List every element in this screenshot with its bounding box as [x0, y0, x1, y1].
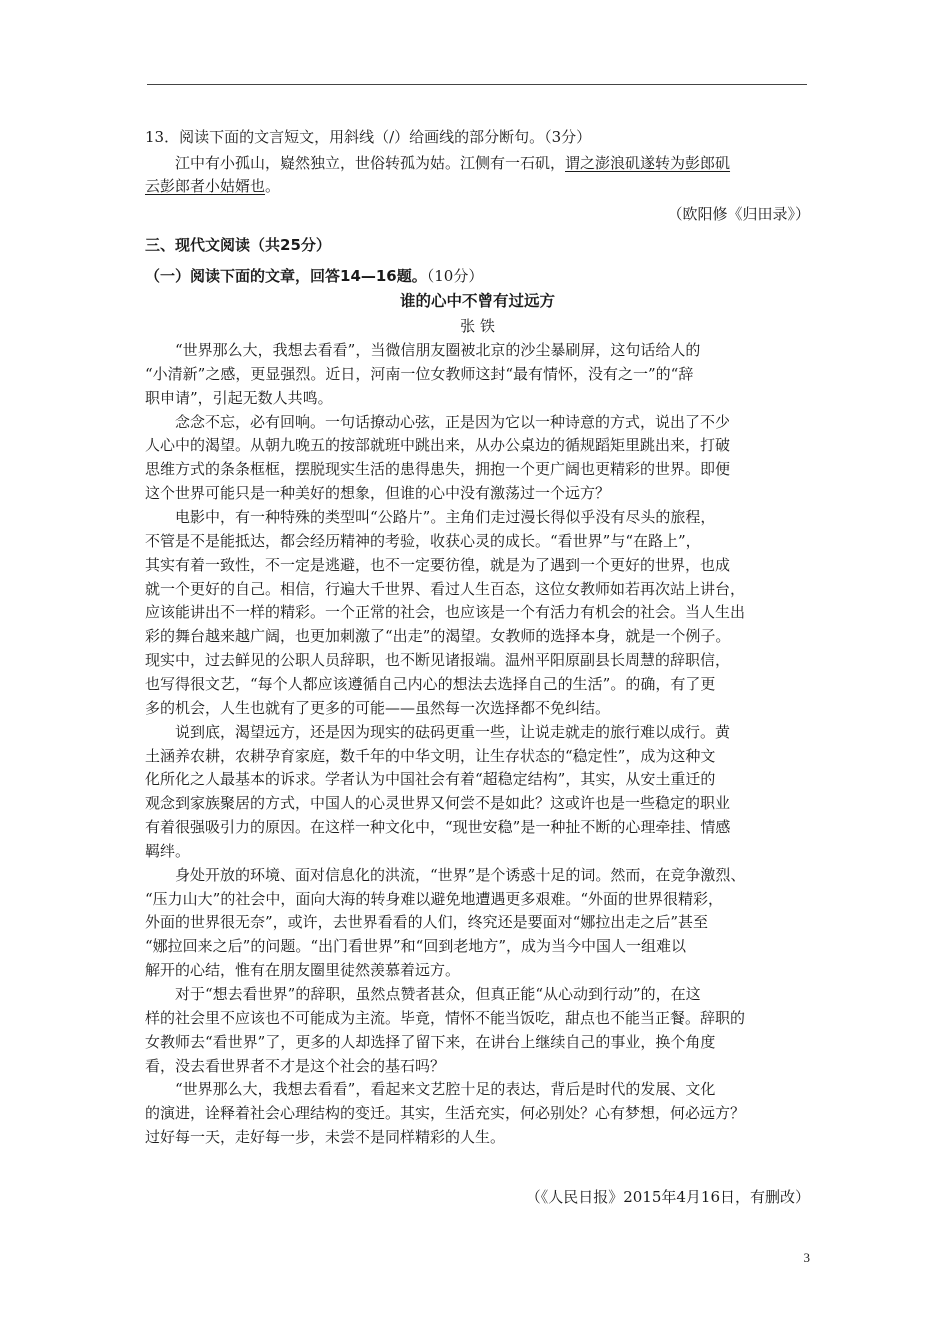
article-line: “世界那么大，我想去看看”，当微信朋友圈被北京的沙尘暴刷屏，这句话给人的 [175, 341, 701, 359]
article-line: 对于“想去看世界”的辞职，虽然点赞者甚众，但真正能“从心动到行动”的，在这 [175, 985, 701, 1003]
article-line: “小清新”之感，更显强烈。近日，河南一位女教师这封“最有情怀，没有之一”的“辞 [145, 364, 694, 383]
article-line: “娜拉回来之后”的问题。“出门看世界”和“回到老地方”，成为当今中国人一组难以 [145, 937, 687, 956]
question-13-underlined-cont: 云彭郎者小姑婿也 [145, 177, 266, 195]
article-line: 女教师去“看世界”了，更多的人却选择了留下来，在讲台上继续自己的事业，换个角度 [145, 1032, 716, 1051]
article-line: 多的机会，人生也就有了更多的可能——虽然每一次选择都不免纠结。 [145, 698, 611, 717]
article-line: 现实中，过去鲜见的公职人员辞职，也不断见诸报端。温州平阳原副县长周慧的辞职信， [145, 651, 731, 669]
question-13-underlined: 谓之澎浪矶遂转为彭郎矶 [565, 154, 731, 172]
question-13-text [145, 152, 810, 175]
header-rule [147, 84, 807, 85]
part-1-heading [145, 265, 810, 288]
part-1-points: （10分） [426, 267, 484, 285]
article-line: 人心中的渴望。从朝九晚五的按部就班中跳出来，从办公桌边的循规蹈矩里跳出来，打破 [145, 436, 731, 455]
article-line: 外面的世界很无奈”，或许，去世界看看的人们，终究还是要面对“娜拉出走之后”甚至 [145, 913, 709, 932]
article-line: 化所化之人最基本的诉求。学者认为中国社会有着“超稳定结构”，其实，从安土重迁的 [145, 770, 716, 789]
article-line: 看，没去看世界者不才是这个社会的基石吗？ [145, 1056, 446, 1075]
article-line: 的演进，诠释着社会心理结构的变迁。其实，生活充实，何必别处？心有梦想，何必远方？ [145, 1104, 746, 1123]
article-source: （《人民日报》2015年4月16日，有删改） [525, 1188, 810, 1206]
page-number: 3 [803, 1250, 810, 1265]
article-line: “压力山大”的社会中，面向大海的转身难以避免地遭遇更多艰难。“外面的世界很精彩， [145, 889, 724, 908]
question-13-prompt: 13．阅读下面的文言短文，用斜线（/）给画线的部分断句。（3分） [145, 128, 592, 146]
question-13-text-cont [145, 175, 810, 198]
part-1-title: （一）阅读下面的文章，回答14—16题。 [145, 267, 427, 285]
article-line: 样的社会里不应该也不可能成为主流。毕竟，情怀不能当饭吃，甜点也不能当正餐。辞职的 [145, 1008, 746, 1027]
article-line: 思维方式的条条框框，摆脱现实生活的患得患失，拥抱一个更广阔也更精彩的世界。即便 [145, 460, 731, 479]
article-line: 应该能讲出不一样的精彩。一个正常的社会，也应该是一个有活力有机会的社会。当人生出 [145, 603, 746, 622]
article-line: 有着很强吸引力的原因。在这样一种文化中，“现世安稳”是一种扯不断的心理牵挂、情感 [145, 818, 731, 836]
article-line: 解开的心结，惟有在朋友圈里徒然羡慕着远方。 [145, 961, 461, 980]
article-author: 张 铁 [460, 317, 495, 335]
article-line: 这个世界可能只是一种美好的想象，但谁的心中没有激荡过一个远方？ [145, 484, 611, 503]
article-line: 职申请”，引起无数人共鸣。 [145, 388, 333, 407]
article-line: 电影中，有一种特殊的类型叫“公路片”。主角们走过漫长得似乎没有尽头的旅程， [175, 508, 716, 526]
article-line: 也写得很文艺，“每个人都应该遵循自己内心的想法去选择自己的生活”。的确，有了更 [145, 674, 716, 693]
section-3-heading: 三、现代文阅读（共25分） [145, 236, 331, 254]
article-line: “世界那么大，我想去看看”，看起来文艺腔十足的表达，背后是时代的发展、文化 [175, 1080, 716, 1099]
question-13-source: （欧阳修《归田录》） [667, 205, 810, 223]
article-line: 羁绊。 [145, 841, 191, 860]
question-13-end: 。 [265, 177, 281, 195]
article-line: 念念不忘，必有回响。一句话撩动心弦，正是因为它以一种诗意的方式，说出了不少 [175, 412, 731, 431]
article-line: 土涵养农耕，农耕孕育家庭，数千年的中华文明，让生存状态的“稳定性”，成为这种文 [145, 746, 716, 765]
article-line: 不管是不是能抵达，都会经历精神的考验，收获心灵的成长。“看世界”与“在路上”， [145, 531, 701, 550]
article-title: 谁的心中不曾有过远方 [399, 292, 555, 310]
article-line: 就一个更好的自己。相信，行遍大千世界、看过人生百态，这位女教师如若再次站上讲台， [145, 579, 746, 598]
article-line: 彩的舞台越来越广阔，也更加刺激了“出走”的渴望。女教师的选择本身，就是一个例子。 [145, 627, 731, 646]
article-line: 过好每一天，走好每一步，未尝不是同样精彩的人生。 [145, 1128, 506, 1147]
article-line: 身处开放的环境、面对信息化的洪流，“世界”是个诱惑十足的词。然而，在竞争激烈、 [175, 865, 746, 884]
article-line: 观念到家族聚居的方式，中国人的心灵世界又何尝不是如此？这或许也是一些稳定的职业 [145, 794, 731, 813]
article-line: 说到底，渴望远方，还是因为现实的砝码更重一些，让说走就走的旅行难以成行。黄 [175, 722, 731, 741]
article-line: 其实有着一致性，不一定是逃避，也不一定要彷徨，就是为了遇到一个更好的世界，也成 [145, 555, 731, 574]
question-13-plain: 江中有小孤山，嶷然独立，世俗转孤为姑。江侧有一石矶， [175, 154, 566, 172]
